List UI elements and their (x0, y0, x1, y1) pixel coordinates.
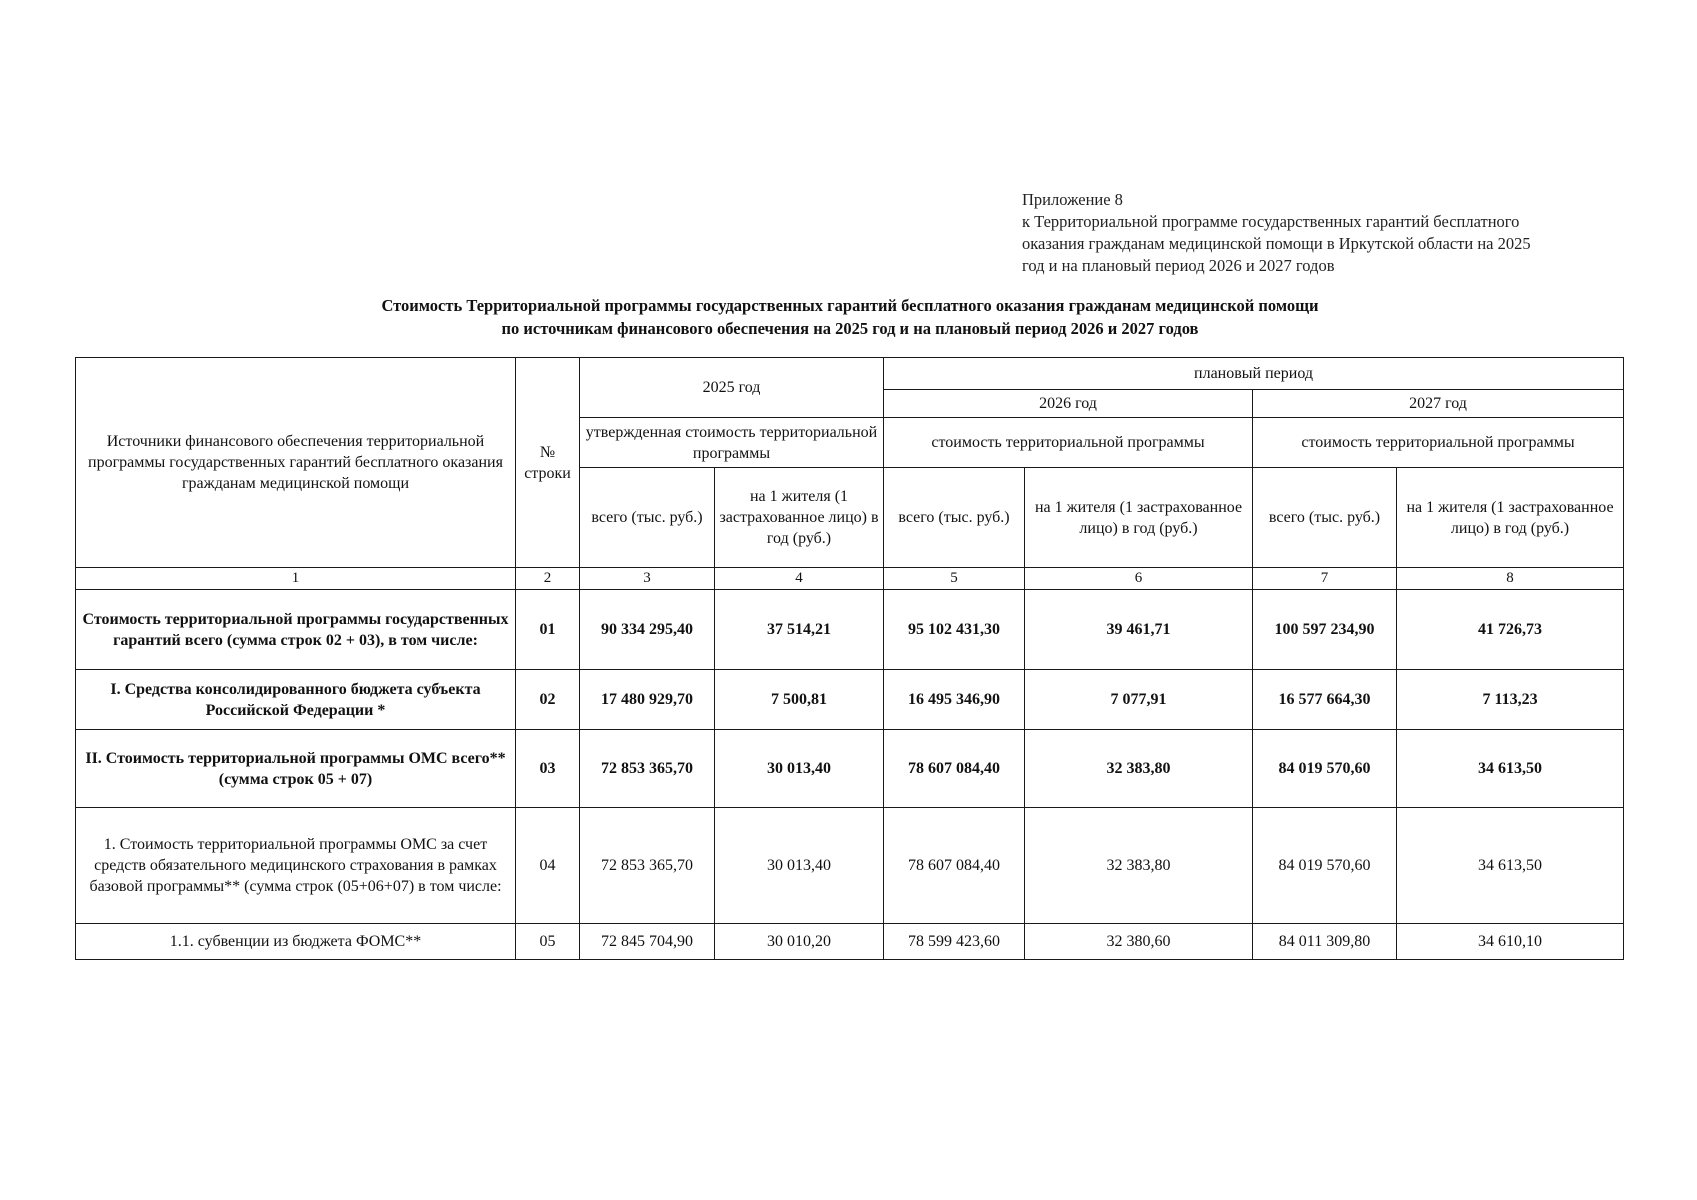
header-year-2025: 2025 год (580, 358, 884, 418)
appendix-note (1022, 189, 1642, 277)
column-number-row (76, 568, 1624, 590)
appendix-line: Приложение 8 (1022, 190, 1123, 209)
cell-2026-total: 95 102 431,30 (884, 590, 1025, 670)
header-approved-cost: утвержденная стоимость территориальной программы (580, 418, 884, 468)
row-source: 1. Стоимость территориальной программы ОМС за счет средств обязательного медицинского страхования в рамках базовой программы** (сумма строк (05+06+07) в том числе: (76, 808, 516, 924)
cell-2026-total: 78 607 084,40 (884, 730, 1025, 808)
title-line: по источникам финансового обеспечения на 2025 год и на плановый период 2026 и 2027 годов (501, 319, 1199, 338)
column-number: 8 (1397, 568, 1624, 590)
header-total-2026: всего (тыс. руб.) (884, 468, 1025, 568)
row-number: 01 (516, 590, 580, 670)
column-number: 2 (516, 568, 580, 590)
cell-2026-per-capita: 32 383,80 (1025, 730, 1253, 808)
cell-2027-per-capita: 34 613,50 (1397, 730, 1624, 808)
column-number: 3 (580, 568, 715, 590)
title-line: Стоимость Территориальной программы государственных гарантий бесплатного оказания гражданам медицинской помощи (381, 296, 1319, 315)
header-source: Источники финансового обеспечения территориальной программы государственных гарантий бесплатного оказания гражданам медицинской помощи (76, 358, 516, 568)
cell-2026-per-capita: 39 461,71 (1025, 590, 1253, 670)
header-total-2027: всего (тыс. руб.) (1253, 468, 1397, 568)
header-cost-2027: стоимость территориальной программы (1253, 418, 1624, 468)
cell-2026-per-capita: 7 077,91 (1025, 670, 1253, 730)
cell-2026-total: 78 599 423,60 (884, 924, 1025, 960)
table-row (76, 924, 1624, 960)
header-cost-2026: стоимость территориальной программы (884, 418, 1253, 468)
appendix-line: к Территориальной программе государственных гарантий бесплатного (1022, 212, 1520, 231)
document-title (60, 294, 1640, 340)
cell-2027-total: 100 597 234,90 (1253, 590, 1397, 670)
header-total-2025: всего (тыс. руб.) (580, 468, 715, 568)
cell-2027-per-capita: 41 726,73 (1397, 590, 1624, 670)
row-number: 04 (516, 808, 580, 924)
cell-2025-per-capita: 37 514,21 (715, 590, 884, 670)
column-number: 7 (1253, 568, 1397, 590)
row-number: 02 (516, 670, 580, 730)
cell-2027-total: 84 019 570,60 (1253, 808, 1397, 924)
row-number: 05 (516, 924, 580, 960)
cell-2025-per-capita: 30 013,40 (715, 730, 884, 808)
cell-2027-per-capita: 34 613,50 (1397, 808, 1624, 924)
cell-2025-total: 72 853 365,70 (580, 730, 715, 808)
cell-2025-per-capita: 30 013,40 (715, 808, 884, 924)
cell-2025-total: 17 480 929,70 (580, 670, 715, 730)
column-number: 6 (1025, 568, 1253, 590)
cell-2027-per-capita: 34 610,10 (1397, 924, 1624, 960)
cell-2026-per-capita: 32 380,60 (1025, 924, 1253, 960)
header-row-number: № строки (516, 358, 580, 568)
cell-2025-total: 72 845 704,90 (580, 924, 715, 960)
table-row (76, 808, 1624, 924)
cell-2025-total: 72 853 365,70 (580, 808, 715, 924)
row-source: Стоимость территориальной программы государственных гарантий всего (сумма строк 02 + 03), в том числе: (76, 590, 516, 670)
table-row (76, 670, 1624, 730)
appendix-line: год и на плановый период 2026 и 2027 годов (1022, 256, 1335, 275)
cell-2027-total: 16 577 664,30 (1253, 670, 1397, 730)
row-source: II. Стоимость территориальной программы ОМС всего** (сумма строк 05 + 07) (76, 730, 516, 808)
header-year-2026: 2026 год (884, 390, 1253, 418)
cell-2027-total: 84 019 570,60 (1253, 730, 1397, 808)
column-number: 1 (76, 568, 516, 590)
header-per-capita-2025: на 1 жителя (1 застрахованное лицо) в год (руб.) (715, 468, 884, 568)
cell-2025-total: 90 334 295,40 (580, 590, 715, 670)
table-row (76, 730, 1624, 808)
cell-2025-per-capita: 30 010,20 (715, 924, 884, 960)
header-planned-period: плановый период (884, 358, 1624, 390)
table-row (76, 590, 1624, 670)
header-per-capita-2027: на 1 жителя (1 застрахованное лицо) в год (руб.) (1397, 468, 1624, 568)
cell-2026-per-capita: 32 383,80 (1025, 808, 1253, 924)
cell-2026-total: 78 607 084,40 (884, 808, 1025, 924)
cell-2025-per-capita: 7 500,81 (715, 670, 884, 730)
cost-table (75, 357, 1624, 960)
cell-2026-total: 16 495 346,90 (884, 670, 1025, 730)
cell-2027-total: 84 011 309,80 (1253, 924, 1397, 960)
header-per-capita-2026: на 1 жителя (1 застрахованное лицо) в год (руб.) (1025, 468, 1253, 568)
header-year-2027: 2027 год (1253, 390, 1624, 418)
appendix-line: оказания гражданам медицинской помощи в Иркутской области на 2025 (1022, 234, 1531, 253)
row-source: 1.1. субвенции из бюджета ФОМС** (76, 924, 516, 960)
column-number: 4 (715, 568, 884, 590)
column-number: 5 (884, 568, 1025, 590)
row-number: 03 (516, 730, 580, 808)
cell-2027-per-capita: 7 113,23 (1397, 670, 1624, 730)
row-source: I. Средства консолидированного бюджета субъекта Российской Федерации * (76, 670, 516, 730)
